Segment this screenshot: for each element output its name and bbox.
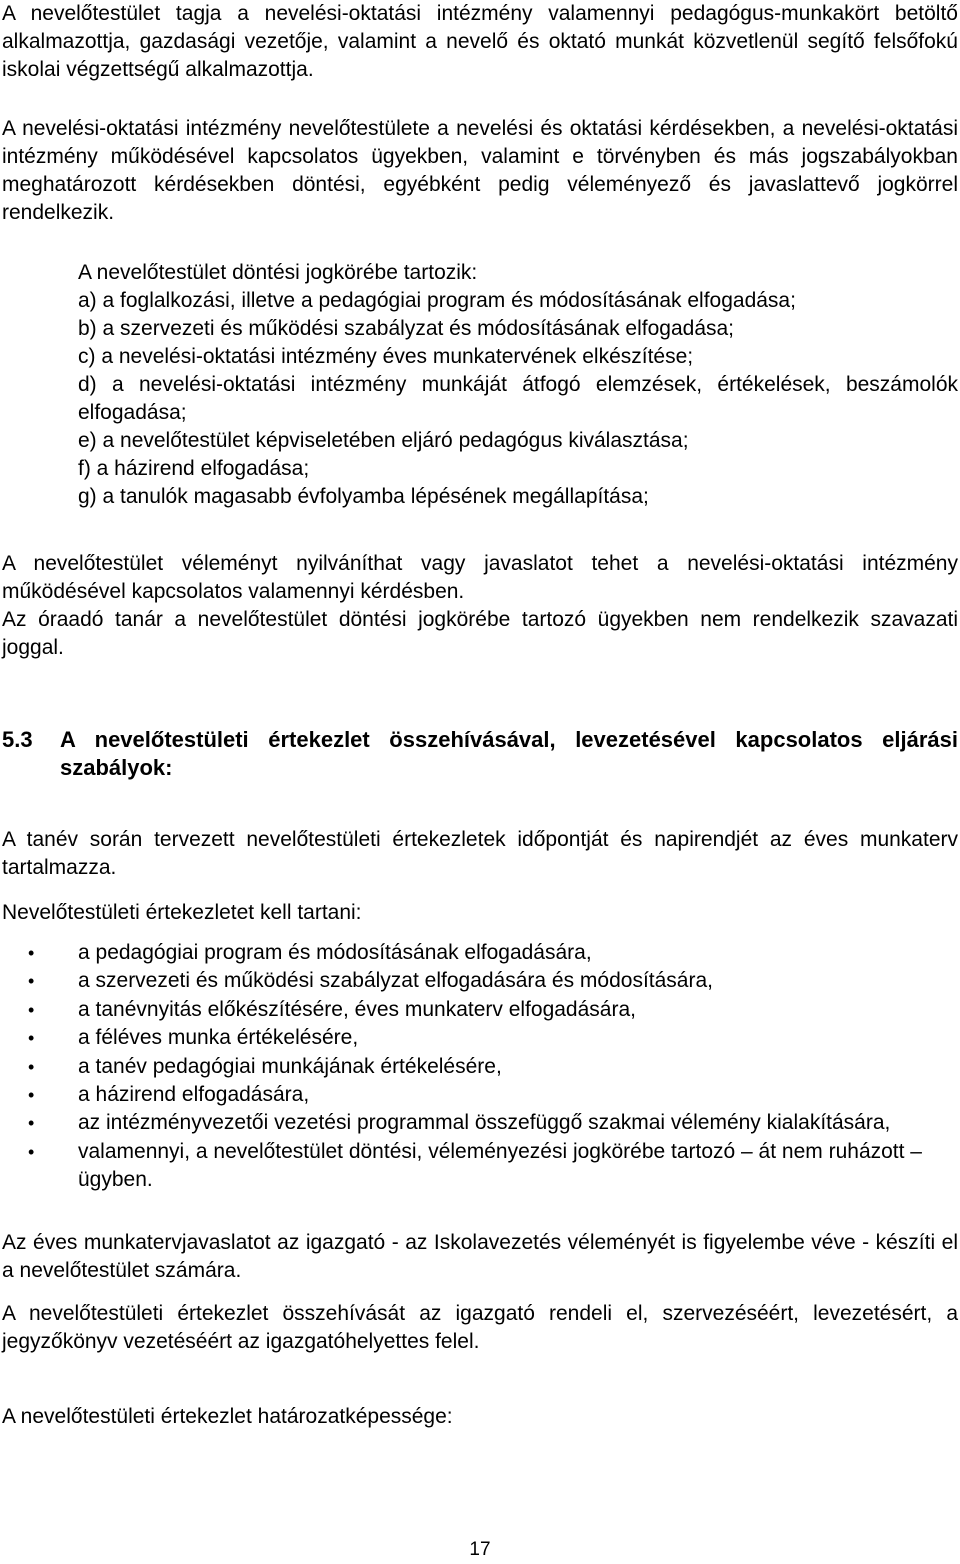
list-item-text: az intézményvezetői vezetési programmal összefüggő szakmai vélemény kialakítására, <box>78 1111 891 1135</box>
list-item <box>2 967 958 995</box>
decision-item-g: g) a tanulók magasabb évfolyamba lépésének megállapítása; <box>78 485 649 508</box>
paragraph-text: A nevelőtestületi értekezlet határozatképessége: <box>2 1405 453 1428</box>
page-number: 17 <box>469 1539 491 1560</box>
paragraph-workplan <box>2 1229 958 1285</box>
decision-item-c: c) a nevelési-oktatási intézmény éves munkatervének elkészítése; <box>78 345 694 368</box>
list-item-text: valamennyi, a nevelőtestület döntési, véleményezési jogkörébe tartozó – át nem ruházott – ügyben. <box>78 1139 922 1192</box>
decision-item-d: d) a nevelési-oktatási intézmény munkáját átfogó elemzések, értékelések, beszámolók elfogadása; <box>78 373 958 424</box>
list-item-text: a tanévnyitás előkészítésére, éves munkaterv elfogadására, <box>78 997 636 1021</box>
paragraph-text: Nevelőtestületi értekezletet kell tartani: <box>2 901 362 924</box>
bullet-icon: • <box>28 1028 35 1049</box>
paragraph-text: Az óraadó tanár a nevelőtestület döntési jogkörébe tartozó ügyekben nem rendelkezik szavazati joggal. <box>2 608 958 659</box>
section-number: 5.3 <box>2 727 33 752</box>
bullet-icon: • <box>28 999 35 1020</box>
paragraph-opinion <box>2 550 958 662</box>
section-title: A nevelőtestületi értekezlet összehívásával, levezetésével kapcsolatos eljárási szabályok: <box>60 727 958 780</box>
paragraph-convening <box>2 1300 958 1356</box>
paragraph-text: A nevelési-oktatási intézmény nevelőtestülete a nevelési és oktatási kérdésekben, a nevelési-oktatási intézmény működésével kapcsolatos ügyekben, valamint e törvényben és más jogszabályokban meghatározott kérdésekben döntési, egyébként pedig véleményező és javaslattevő jogkörrel rendelkezik. <box>2 117 958 224</box>
paragraph-schedule <box>2 826 958 882</box>
bullet-icon: • <box>28 1056 35 1077</box>
bullet-icon: • <box>28 1141 35 1162</box>
decision-list-intro: A nevelőtestület döntési jogkörébe tartozik: <box>78 261 478 284</box>
list-item-text: a tanév pedagógiai munkájának értékelésére, <box>78 1054 502 1078</box>
paragraph-text: A nevelőtestület véleményt nyilváníthat vagy javaslatot tehet a nevelési-oktatási intézmény működésével kapcsolatos valamennyi kérdésben. <box>2 552 958 603</box>
list-item <box>2 1138 958 1195</box>
bullet-icon: • <box>28 943 35 963</box>
list-item-text: a pedagógiai program és módosításának elfogadására, <box>78 941 592 964</box>
paragraph-text: Az éves munkatervjavaslatot az igazgató - az Iskolavezetés véleményét is figyelembe véve - készíti el a nevelőtestület számára. <box>2 1231 958 1282</box>
list-item <box>2 1024 958 1052</box>
decision-item-a: a) a foglalkozási, illetve a pedagógiai program és módosításának elfogadása; <box>78 289 796 312</box>
list-item-text: a házirend elfogadására, <box>78 1083 310 1107</box>
bullet-icon: • <box>28 971 35 992</box>
list-item <box>2 1109 958 1137</box>
paragraph-membership <box>2 0 958 84</box>
decision-list <box>78 259 958 511</box>
list-item <box>2 939 958 967</box>
bullet-icon: • <box>28 1113 35 1134</box>
paragraph-competence <box>2 115 958 227</box>
bullet-icon: • <box>28 1085 35 1106</box>
list-item-text: a féléves munka értékelésére, <box>78 1026 359 1050</box>
list-item <box>2 1053 958 1081</box>
decision-item-f: f) a házirend elfogadása; <box>78 457 310 480</box>
list-item-text: a szervezeti és működési szabályzat elfogadására és módosítására, <box>78 969 713 993</box>
paragraph-meetings-intro <box>2 899 958 927</box>
paragraph-text: A nevelőtestületi értekezlet összehívását az igazgató rendeli el, szervezéséért, levezetésért, a jegyzőkönyv vezetéséért az igazgatóhelyettes felel. <box>2 1302 958 1353</box>
meeting-bullet-list <box>2 939 958 1195</box>
paragraph-text: A nevelőtestület tagja a nevelési-oktatási intézmény valamennyi pedagógus-munkakört betöltő alkalmazottja, gazdasági vezetője, valamint a nevelő és oktató munkát közvetlenül segítő felsőfokú iskolai végzettségű alkalmazottja. <box>2 2 958 81</box>
decision-item-b: b) a szervezeti és működési szabályzat és módosításának elfogadása; <box>78 317 735 340</box>
paragraph-text: A tanév során tervezett nevelőtestületi értekezletek időpontját és napirendjét az éves munkaterv tartalmazza. <box>2 828 958 879</box>
list-item <box>2 996 958 1024</box>
decision-item-e: e) a nevelőtestület képviseletében eljáró pedagógus kiválasztása; <box>78 429 689 452</box>
paragraph-quorum <box>2 1403 958 1431</box>
list-item <box>2 1081 958 1109</box>
